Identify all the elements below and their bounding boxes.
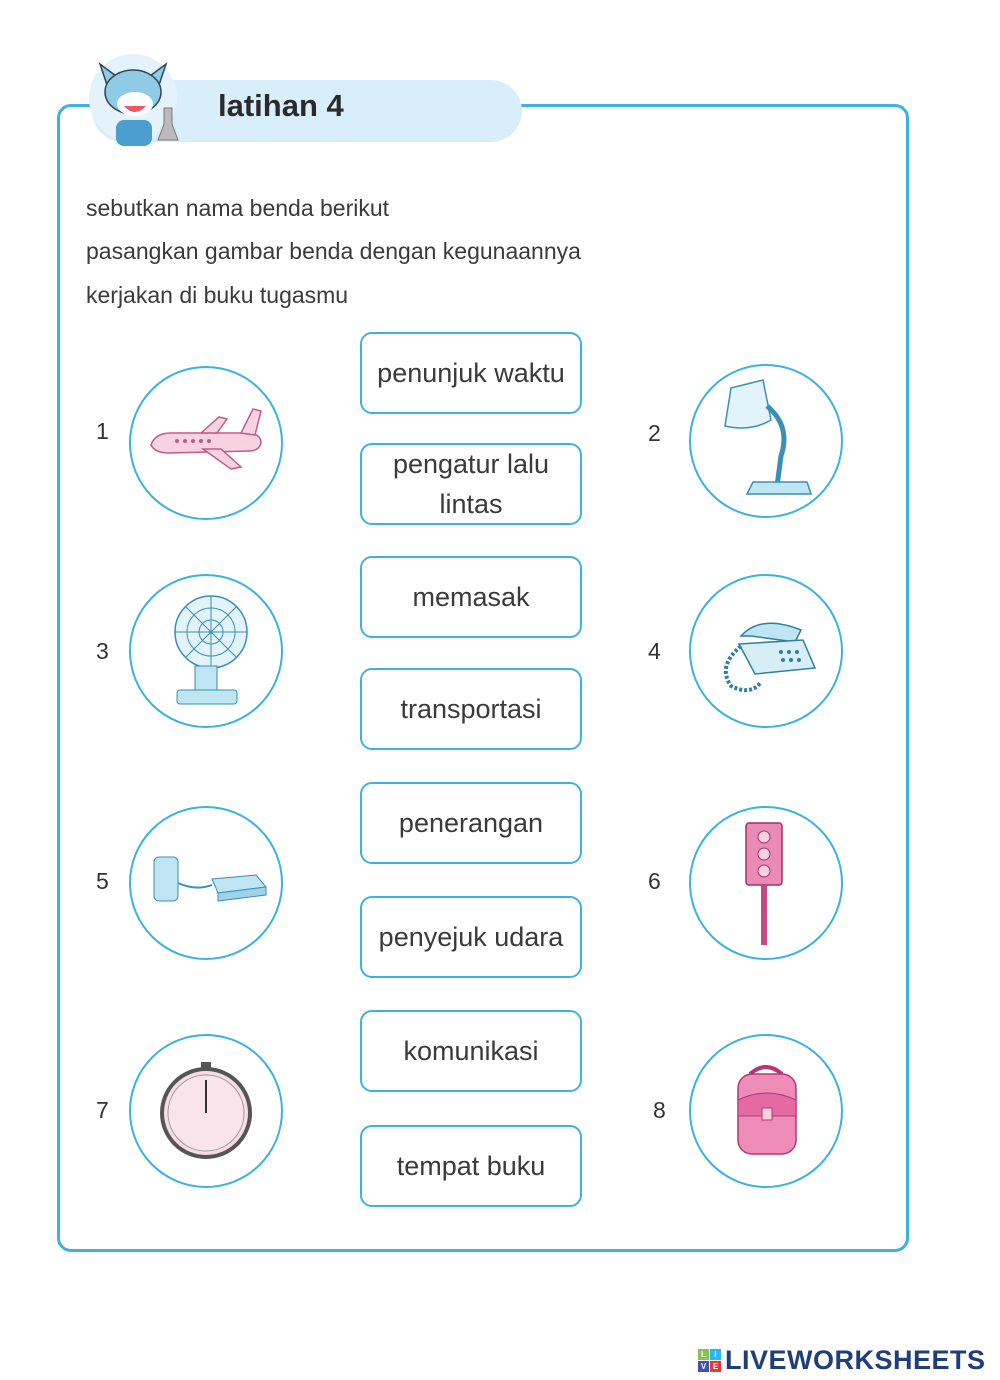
telephone-icon	[711, 596, 821, 706]
gas-stove-icon	[136, 843, 276, 923]
instruction-3: kerjakan di buku tugasmu	[86, 282, 349, 308]
fan-icon	[151, 586, 261, 716]
option-box[interactable]: tempat buku	[360, 1125, 582, 1207]
airplane-icon	[141, 403, 271, 483]
item-number: 4	[648, 638, 661, 664]
item-image-6[interactable]	[689, 806, 843, 960]
item-image-2[interactable]	[689, 364, 843, 518]
option-box[interactable]: memasak	[360, 556, 582, 638]
option-box[interactable]: pengatur lalu lintas	[360, 443, 582, 525]
traffic-light-icon	[726, 813, 806, 953]
logo-text: LIVEWORKSHEETS	[725, 1345, 986, 1375]
item-image-5[interactable]	[129, 806, 283, 960]
option-box[interactable]: penerangan	[360, 782, 582, 864]
option-box[interactable]: komunikasi	[360, 1010, 582, 1092]
backpack-icon	[716, 1056, 816, 1166]
page-title: latihan 4	[218, 88, 344, 123]
item-number: 5	[96, 868, 109, 894]
logo-blocks-icon: L I V E	[698, 1349, 721, 1372]
item-number: 7	[96, 1097, 109, 1123]
cat-mascot-icon	[78, 36, 198, 156]
desk-lamp-icon	[711, 376, 821, 506]
option-box[interactable]: transportasi	[360, 668, 582, 750]
instruction-1: sebutkan nama benda berikut	[86, 195, 390, 221]
item-number: 3	[96, 638, 109, 664]
item-number: 8	[653, 1097, 666, 1123]
item-number: 1	[96, 418, 109, 444]
option-box[interactable]: penyejuk udara	[360, 896, 582, 978]
item-image-8[interactable]	[689, 1034, 843, 1188]
item-image-7[interactable]	[129, 1034, 283, 1188]
liveworksheets-logo	[698, 1345, 986, 1376]
clock-icon	[151, 1056, 261, 1166]
item-number: 6	[648, 868, 661, 894]
option-box[interactable]: penunjuk waktu	[360, 332, 582, 414]
item-image-4[interactable]	[689, 574, 843, 728]
item-image-3[interactable]	[129, 574, 283, 728]
instruction-2: pasangkan gambar benda dengan kegunaannya	[86, 238, 581, 264]
item-number: 2	[648, 420, 661, 446]
item-image-1[interactable]	[129, 366, 283, 520]
